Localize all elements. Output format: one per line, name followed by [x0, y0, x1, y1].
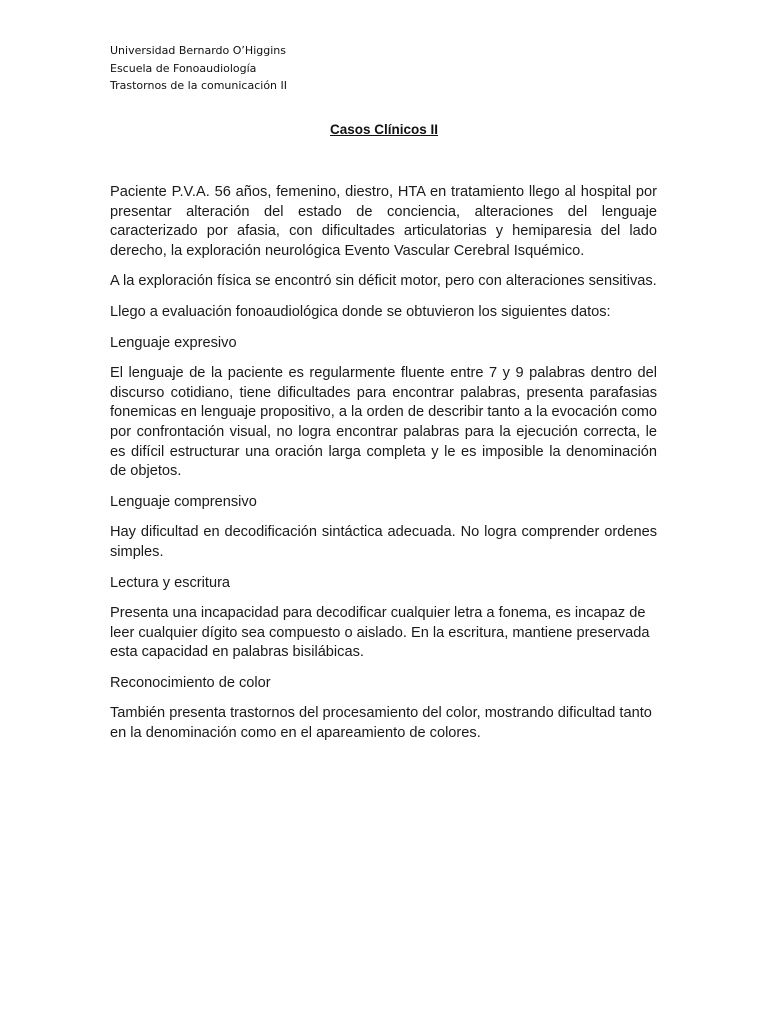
- university-name: Universidad Bernardo O’Higgins: [110, 44, 286, 57]
- section-heading-comprehension: Lenguaje comprensivo: [110, 493, 257, 510]
- section-heading-color: Reconocimiento de color: [110, 674, 271, 691]
- case-intro-paragraph: Paciente P.V.A. 56 años, femenino, diestro, HTA en tratamiento llego al hospital por presentar alteración del estado de conciencia, alteraciones del lenguaje caracterizado por afasia, con dificultades articulatorias y hemiparesia del lado derecho, la exploración neurológica Evento Vascular Cerebral Isquémico.: [110, 184, 657, 259]
- document-title: Casos Clínicos II: [329, 122, 439, 137]
- evaluation-intro-paragraph: Llego a evaluación fonoaudiológica donde se obtuvieron los siguientes datos:: [110, 303, 611, 320]
- physical-exam-paragraph: A la exploración física se encontró sin déficit motor, pero con alteraciones sensitivas.: [110, 273, 657, 290]
- reading-writing-paragraph: Presenta una incapacidad para decodificar cualquier letra a fonema, es incapaz de leer cualquier dígito sea compuesto o aislado. En la escritura, mantiene preservada esta capacidad en palabras bisilábicas.: [110, 605, 650, 661]
- school-name: Escuela de Fonoaudiología: [110, 61, 257, 75]
- section-heading-expressive: Lenguaje expresivo: [110, 334, 237, 351]
- document-header: [110, 42, 287, 95]
- color-recognition-paragraph: También presenta trastornos del procesamiento del color, mostrando dificultad tanto en la denominación como en el apareamiento de colores.: [110, 705, 652, 742]
- course-name: Trastornos de la comunicación II: [110, 79, 288, 92]
- comprehension-paragraph: Hay dificultad en decodificación sintáctica adecuada. No logra comprender ordenes simples.: [110, 524, 657, 560]
- section-heading-reading-writing: Lectura y escritura: [110, 574, 231, 591]
- expressive-language-paragraph: El lenguaje de la paciente es regularmente fluente entre 7 y 9 palabras dentro del discurso cotidiano, tiene dificultades para encontrar palabras, presenta parafasias fonemicas en lenguaje propositivo, a la orden de describir tanto a la evocación como por confrontación visual, no logra encontrar palabras para la ejecución correcta, le es difícil estructurar una oración larga completa y le es imposible la denominación de objetos.: [110, 365, 657, 480]
- document-body: [110, 183, 657, 755]
